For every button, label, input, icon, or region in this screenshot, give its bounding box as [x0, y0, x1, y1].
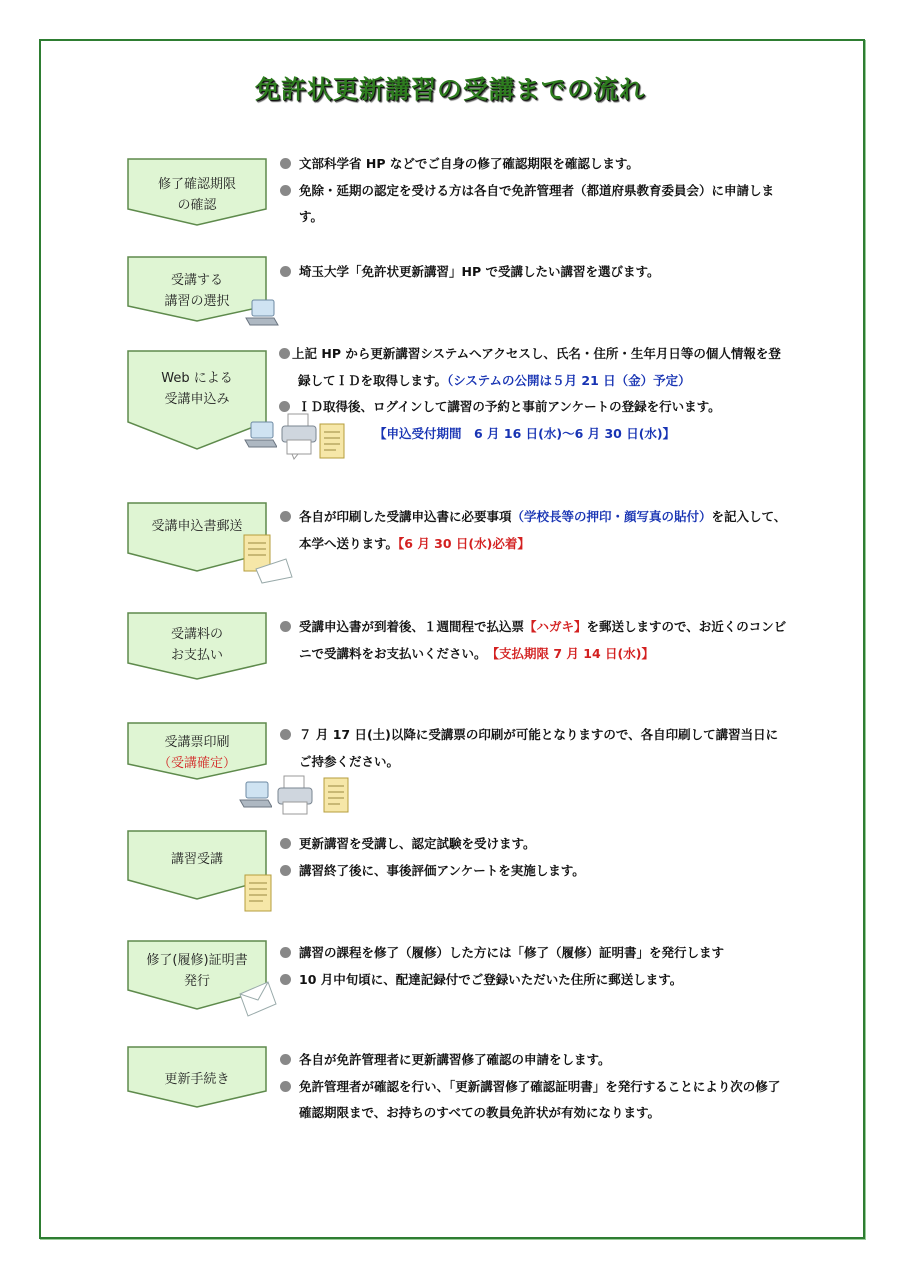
- laptop-icon: [243, 420, 277, 450]
- laptop-icon: [244, 298, 280, 328]
- step-5-chevron: [127, 612, 267, 680]
- bullet-icon: [280, 621, 291, 632]
- step-4-label: 受講申込書郵送: [151, 519, 243, 534]
- bullet-icon: [280, 838, 291, 849]
- bullet-item: 受講申込書が到着後、１週間程で払込票【ハガキ】を郵送しますので、お近くのコンビニで受講料をお支払いください。 【支払期限 7 月 14 日(水)】: [280, 614, 790, 667]
- bullet-icon: [280, 266, 291, 277]
- step-8-description: [280, 940, 790, 993]
- laptop-icon: [238, 780, 272, 810]
- printer-icon: [276, 774, 318, 818]
- step-7-label: 講習受講: [170, 852, 223, 867]
- bullet-item: ７ 月 17 日(土)以降に受講票の印刷が可能となりますので、各自印刷して講習当日にご持参ください。: [280, 722, 790, 775]
- bullet-item: 各自が印刷した受講申込書に必要事項（学校長等の押印・顔写真の貼付）を記入して、本学へ送ります。【6 月 30 日(水)必着】: [280, 504, 790, 557]
- page-title: 免許状更新講習の受講までの流れ: [254, 75, 645, 104]
- bullet-item: 上記 HP から更新講習システムへアクセスし、氏名・住所・生年月日等の個人情報を登録してＩＤを取得します。（システムの公開は５月 21 日（金）予定）: [279, 341, 789, 394]
- document-icon: [322, 776, 352, 816]
- bullet-icon: [280, 1054, 291, 1065]
- document-icon: [318, 422, 348, 462]
- bullet-icon: [280, 865, 291, 876]
- step-1-description: [280, 151, 790, 231]
- bullet-icon: [280, 947, 291, 958]
- step-1-label: 修了確認期限 の確認: [157, 177, 236, 213]
- step-8-label: 修了(履修)証明書 発行: [146, 953, 248, 989]
- bullet-item: 文部科学省 HP などでご自身の修了確認期限を確認します。: [280, 151, 790, 178]
- mail-icon: [238, 980, 278, 1020]
- bullet-item: 更新講習を受講し、認定試験を受けます。: [280, 831, 790, 858]
- document-icon: [243, 873, 275, 915]
- document-mail-icon: [242, 533, 294, 585]
- bullet-icon: [280, 729, 291, 740]
- bullet-icon: [280, 511, 291, 522]
- bullet-icon: [279, 401, 290, 412]
- bullet-item: 講習終了後に、事後評価アンケートを実施します。: [280, 858, 790, 885]
- step-9-description: [280, 1047, 790, 1127]
- bullet-icon: [280, 1081, 291, 1092]
- step-7-description: [280, 831, 790, 884]
- step-1-chevron: [127, 158, 267, 226]
- bullet-item: 各自が免許管理者に更新講習修了確認の申請をします。: [280, 1047, 790, 1074]
- step-2-description: [280, 259, 790, 286]
- step-3-label: Web による 受講申込み: [161, 371, 233, 407]
- bullet-item: 免許管理者が確認を行い、「更新講習修了確認証明書」を発行することにより次の修了確認期限まで、お持ちのすべての教員免許状が有効になります。: [280, 1074, 790, 1127]
- bullet-item: 講習の課程を修了（履修）した方には「修了（履修）証明書」を発行します: [280, 940, 790, 967]
- bullet-item: 10 月中旬頃に、配達記録付でご登録いただいた住所に郵送します。: [280, 967, 790, 994]
- bullet-icon: [280, 974, 291, 985]
- printer-icon: [280, 412, 320, 460]
- step-3-description: [279, 341, 789, 447]
- step-5-description: [280, 614, 790, 667]
- application-period: 【申込受付期間 6 月 16 日(水)～6 月 30 日(水)】: [374, 425, 676, 441]
- bullet-icon: [280, 158, 291, 169]
- bullet-item: ＩＤ取得後、ログインして講習の予約と事前アンケートの登録を行います。: [279, 394, 789, 421]
- bullet-item: 埼玉大学「免許状更新講習」HP で受講したい講習を選びます。: [280, 259, 790, 286]
- step-6-chevron: [127, 722, 267, 780]
- step-9-chevron: [127, 1046, 267, 1108]
- step-6-label: 受講票印刷 （受講確定）: [157, 735, 236, 771]
- bullet-icon: [280, 185, 291, 196]
- step-4-description: [280, 504, 790, 557]
- step-6-description: [280, 722, 790, 775]
- step-9-label: 更新手続き: [164, 1072, 230, 1087]
- bullet-item: 免除・延期の認定を受ける方は各自で免許管理者（都道府県教育委員会）に申請します。: [280, 178, 790, 231]
- step-2-label: 受講する 講習の選択: [164, 273, 230, 309]
- bullet-icon: [279, 348, 290, 359]
- step-5-label: 受講料の お支払い: [170, 627, 223, 663]
